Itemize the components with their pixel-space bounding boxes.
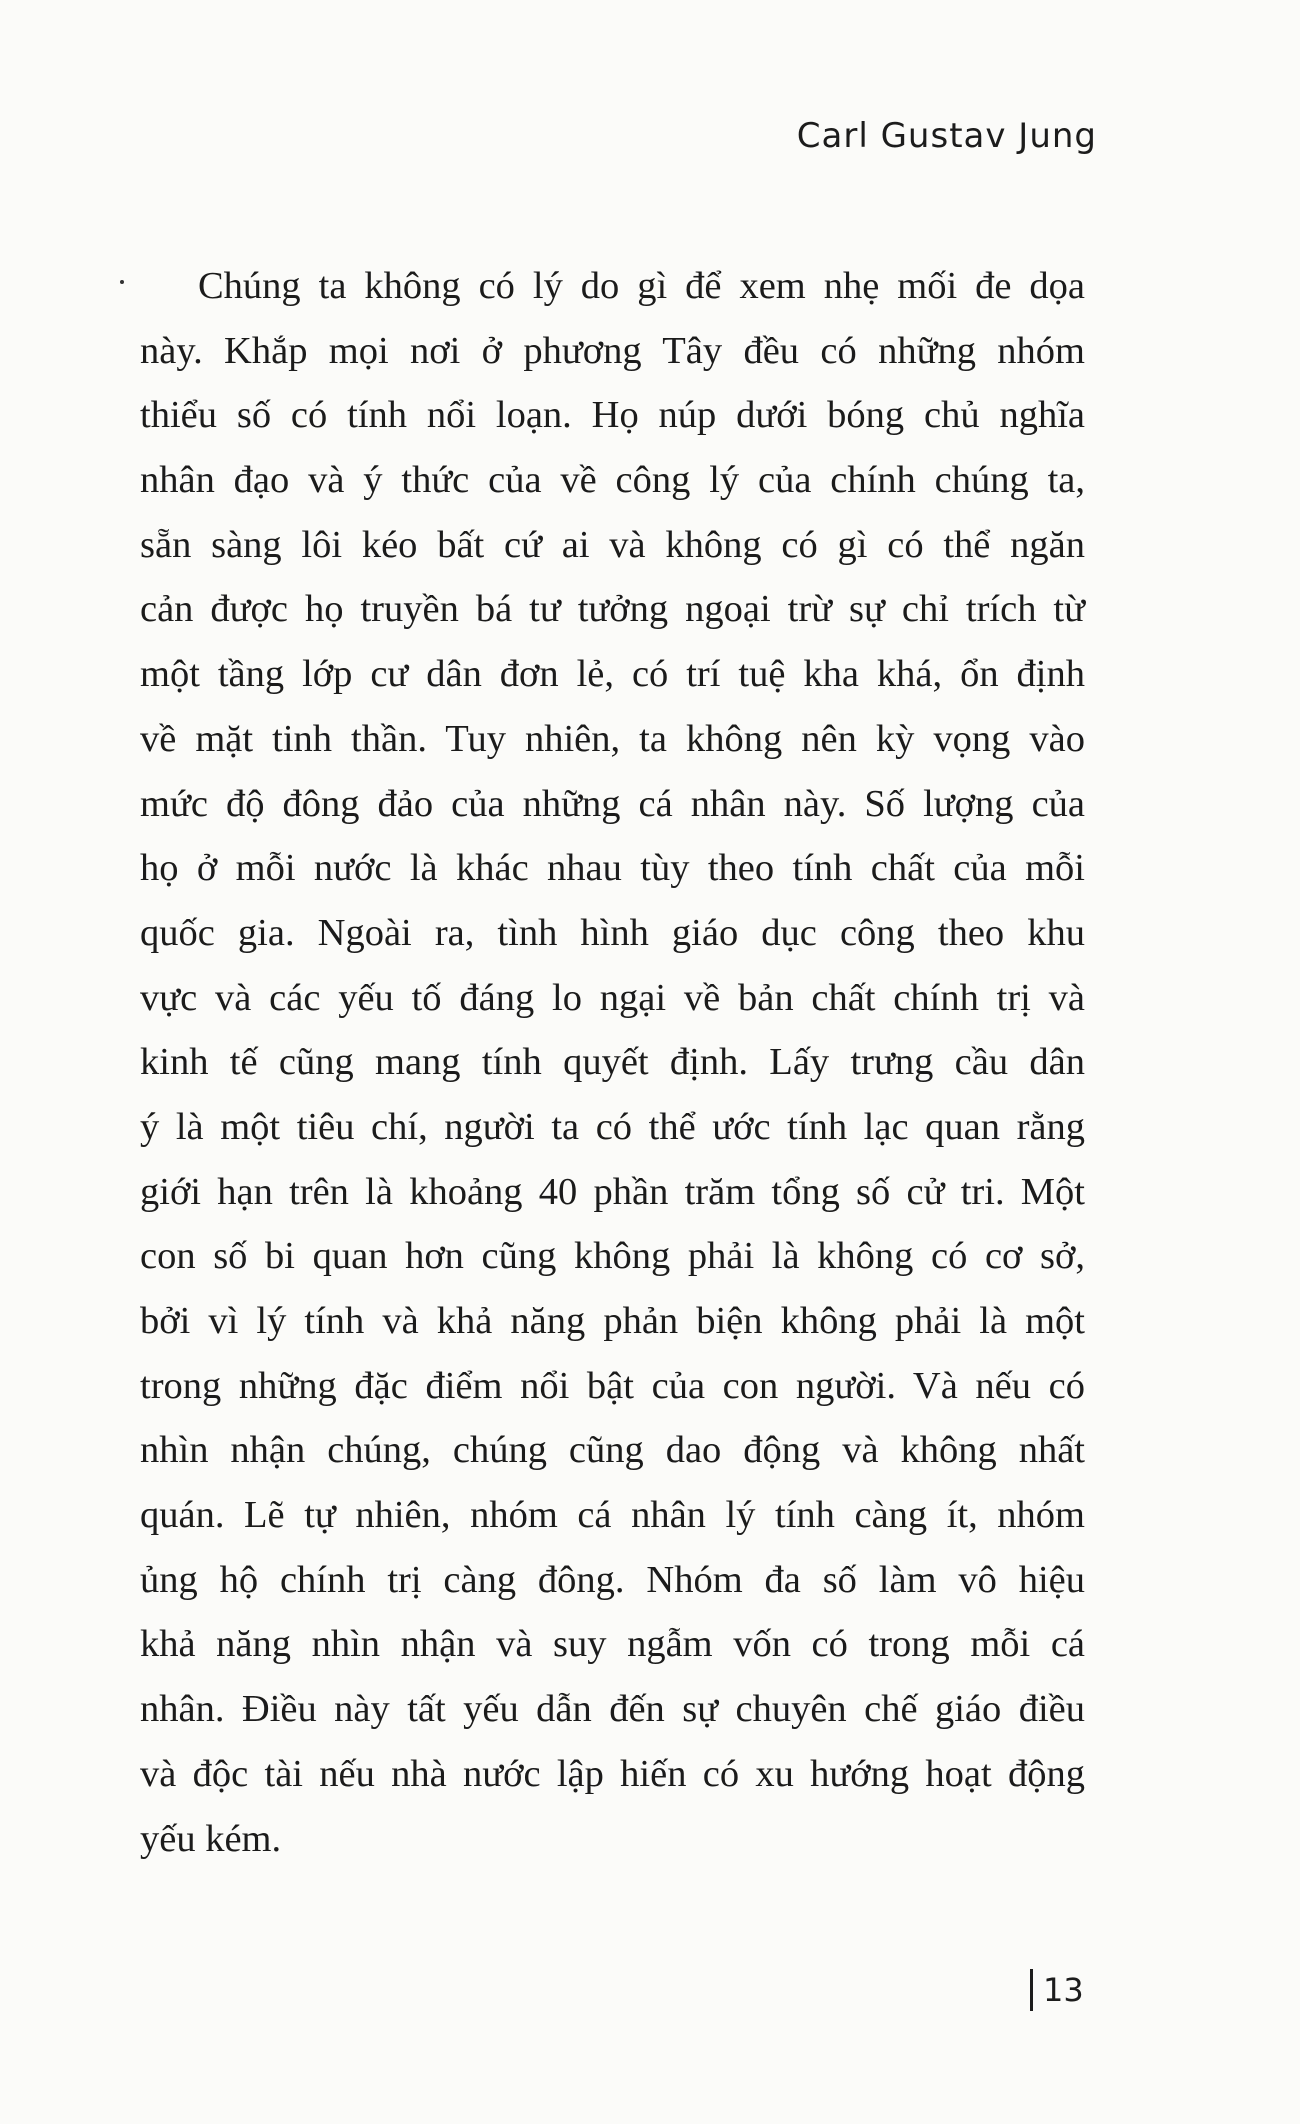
folio-rule	[1030, 1969, 1033, 2011]
text-line: ý là một tiêu chí, người ta có thể ước tính lạc quan rằng	[140, 1105, 1085, 1148]
text-line: trong những đặc điểm nổi bật của con người. Và nếu có	[140, 1364, 1085, 1407]
text-line: sẵn sàng lôi kéo bất cứ ai và không có gì có thể ngăn	[140, 523, 1085, 566]
text-line: khả năng nhìn nhận và suy ngẫm vốn có trong mỗi cá	[140, 1623, 1085, 1666]
text-line: một tầng lớp cư dân đơn lẻ, có trí tuệ kha khá, ổn định	[140, 653, 1085, 696]
text-line: này. Khắp mọi nơi ở phương Tây đều có những nhóm	[140, 329, 1085, 372]
text-line: bởi vì lý tính và khả năng phản biện không phải là một	[140, 1300, 1085, 1342]
text-line: quốc gia. Ngoài ra, tình hình giáo dục công theo khu	[140, 911, 1085, 954]
page-number: 13	[1043, 1971, 1084, 2009]
text-line: và độc tài nếu nhà nước lập hiến có xu hướng hoạt động	[140, 1752, 1085, 1795]
page-number-block	[1030, 1966, 1084, 2014]
text-line: nhân. Điều này tất yếu dẫn đến sự chuyên chế giáo điều	[140, 1688, 1085, 1731]
running-header: Carl Gustav Jung	[796, 116, 1097, 156]
text-line: nhân đạo và ý thức của về công lý của chính chúng ta,	[140, 459, 1085, 502]
text-line: về mặt tinh thần. Tuy nhiên, ta không nên kỳ vọng vào	[140, 717, 1085, 760]
text-line: yếu kém.	[140, 1817, 282, 1860]
text-line: họ ở mỗi nước là khác nhau tùy theo tính chất của mỗi	[140, 847, 1085, 890]
text-line: con số bi quan hơn cũng không phải là không có cơ sở,	[140, 1235, 1085, 1278]
text-line: Chúng ta không có lý do gì để xem nhẹ mối đe dọa	[198, 265, 1085, 307]
text-line: cản được họ truyền bá tư tưởng ngoại trừ sự chỉ trích từ	[140, 588, 1085, 631]
text-line: giới hạn trên là khoảng 40 phần trăm tổng số cử tri. Một	[140, 1170, 1085, 1213]
print-speck	[120, 280, 124, 284]
text-line: nhìn nhận chúng, chúng cũng dao động và không nhất	[140, 1429, 1085, 1472]
text-line: vực và các yếu tố đáng lo ngại về bản chất chính trị và	[140, 976, 1085, 1019]
text-line: kinh tế cũng mang tính quyết định. Lấy trưng cầu dân	[140, 1041, 1085, 1084]
text-line: thiểu số có tính nổi loạn. Họ núp dưới bóng chủ nghĩa	[140, 394, 1085, 437]
text-line: quán. Lẽ tự nhiên, nhóm cá nhân lý tính càng ít, nhóm	[140, 1494, 1085, 1537]
text-line: ủng hộ chính trị càng đông. Nhóm đa số làm vô hiệu	[140, 1558, 1085, 1601]
text-line: mức độ đông đảo của những cá nhân này. Số lượng của	[140, 782, 1085, 825]
body-paragraph	[140, 254, 1085, 1871]
